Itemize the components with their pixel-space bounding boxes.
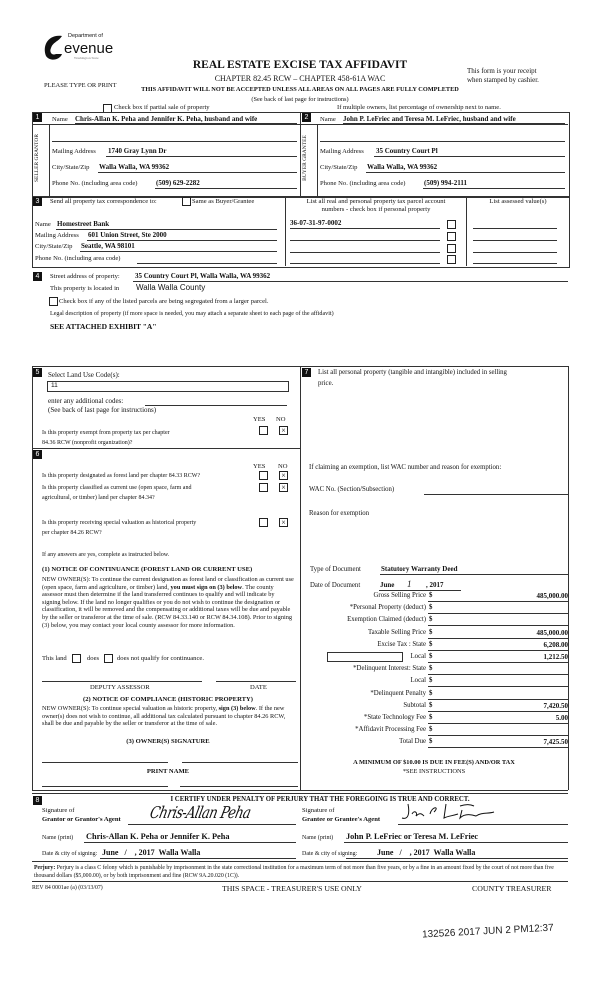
grantee-date-label: Date & city of signing:	[302, 851, 358, 857]
grantee-sig-label: Signature of	[302, 807, 335, 814]
currency-symbol: $	[429, 702, 433, 709]
buyer-mail[interactable]: 35 Country Court Pl	[376, 147, 438, 155]
current-use-question: Is this property classified as current use (open space, farm and	[42, 485, 192, 491]
currency-symbol: $	[429, 726, 433, 733]
does-qualify-checkbox[interactable]	[72, 654, 81, 663]
forest-no-checkbox[interactable]: ×	[279, 471, 288, 480]
tax-row-label: Gross Selling Price	[373, 592, 426, 599]
local-code-box[interactable]	[327, 652, 403, 662]
legal-description[interactable]: SEE ATTACHED EXHIBIT "A"	[50, 322, 157, 331]
tax-row-value[interactable]: 5.00	[555, 714, 568, 722]
treasurer-stamp: 132526 2017 JUN 2 PM12:37	[421, 922, 554, 941]
currency-symbol: $	[429, 641, 433, 648]
receipt-note-2: when stamped by cashier.	[467, 76, 539, 84]
parcel-number[interactable]: 36-07-31-97-0002	[290, 219, 342, 227]
street-label: Street address of property:	[50, 273, 120, 280]
currency-symbol: $	[429, 714, 433, 721]
assessor-date-label: DATE	[250, 684, 267, 691]
currency-symbol: $	[429, 604, 433, 611]
wac-input[interactable]	[424, 494, 568, 495]
section-2-badge: 2	[302, 113, 311, 122]
tax-row-value[interactable]: 6,208.00	[543, 641, 568, 649]
notice-continuance-text: NEW OWNER(S): To continue the current designation as forest land or classification as current use (open space, farm and agriculture, or timber) land, you must sign on (3) below. The county assessor must then determine if the land transferred continues to qualify and will indicate by signing below. If the land no longer qualifies or you do not wish to continue the designation or classification, it will be removed and the compensating or additional taxes will be due and payable by the seller or transferor at the time of sale. (RCW 84.33.140 or RCW 84.34.108). Prior to signing (3) below, you may contact your local county assessor for more information.	[42, 576, 294, 629]
tax-row-label: Local	[410, 653, 426, 660]
forest-yes-checkbox[interactable]	[259, 471, 268, 480]
tax-name[interactable]: Homestreet Bank	[57, 220, 110, 228]
please-print: PLEASE TYPE OR PRINT	[44, 82, 117, 89]
no-header: NO	[276, 416, 286, 423]
wac-label: WAC No. (Section/Subsection)	[309, 486, 395, 493]
grantee-signature[interactable]	[400, 800, 550, 824]
tax-row-label: *State Technology Fee	[363, 714, 426, 721]
buyer-side-label: BUYER GRANTEE	[302, 135, 308, 181]
logo-dept-text: Department of	[68, 33, 103, 39]
owner-signature-line[interactable]	[42, 762, 168, 763]
section-3-badge: 3	[33, 197, 42, 206]
does-not-label: does not qualify for continuance.	[117, 655, 204, 662]
seller-phone[interactable]: (509) 629-2282	[156, 179, 200, 187]
deputy-assessor-label: DEPUTY ASSESSOR	[90, 684, 150, 691]
historic-yes-checkbox[interactable]	[259, 518, 268, 527]
historic-question: Is this property receiving special valuation as historical property	[42, 520, 197, 526]
tax-city[interactable]: Seattle, WA 98101	[81, 242, 135, 250]
personal-property-checkbox[interactable]	[447, 220, 456, 229]
currency-symbol: $	[429, 592, 433, 599]
tax-row-value[interactable]: 485,000.00	[536, 629, 568, 637]
additional-codes-label: enter any additional codes:	[48, 397, 124, 405]
currency-symbol: $	[429, 738, 433, 745]
seller-name-label: Name	[52, 116, 68, 123]
notice-continuance-title: (1) NOTICE OF CONTINUANCE (FOREST LAND OR CURRENT USE)	[42, 566, 253, 573]
buyer-city-label: City/State/Zip	[320, 164, 358, 171]
tax-row-value[interactable]: 485,000.00	[536, 592, 568, 600]
does-not-qualify-checkbox[interactable]	[104, 654, 113, 663]
buyer-mail-label: Mailing Address	[320, 148, 364, 155]
grantor-name[interactable]: Chris-Allan K. Peha or Jennifer K. Peha	[86, 832, 230, 841]
yes-header: YES	[253, 463, 266, 470]
exempt-question-2: 84.36 RCW (nonprofit organization)?	[42, 440, 133, 446]
form-title: REAL ESTATE EXCISE TAX AFFIDAVIT	[192, 59, 408, 71]
personal-property-label: List all personal property (tangible and intangible) included in selling	[318, 369, 507, 376]
grantor-date-label: Date & city of signing:	[42, 851, 98, 857]
logo-tagline: Washington State	[74, 56, 99, 60]
current-use-question-2: agricultural, or timber) land per chapter 84.34?	[42, 495, 155, 501]
tax-row-label: Exemption Claimed (deduct)	[347, 616, 426, 623]
currency-symbol: $	[429, 690, 433, 697]
land-use-code: 11	[51, 382, 58, 389]
property-street[interactable]: 35 Country Court Pl, Walla Walla, WA 99362	[135, 272, 271, 280]
located-label: This property is located in	[50, 285, 120, 292]
form-warning: THIS AFFIDAVIT WILL NOT BE ACCEPTED UNLESS ALL AREAS ON ALL PAGES ARE FULLY COMPLETED	[141, 86, 459, 93]
currency-symbol: $	[429, 653, 433, 660]
tax-row-value[interactable]: 7,425.50	[543, 738, 568, 746]
tax-name-label: Name	[35, 221, 51, 228]
perjury-warning: Perjury: Perjury is a class C felony which is punishable by imprisonment in the state correctional institution for a maximum term of not more than five years, or by a fine in an amount fixed by the court of not more than five thousand dollars ($5,000.00), or by both imprisonment and fine (RCW 9A.20.020 (1C)).	[34, 865, 554, 879]
tax-row-label: *Delinquent Interest: State	[353, 665, 426, 672]
land-use-instructions: (See back of last page for instructions)	[48, 406, 157, 414]
no-header: NO	[278, 463, 288, 470]
parcel-header-1: List all real and personal property tax parcel account	[306, 198, 446, 205]
segregated-label: Check box if any of the listed parcels are being segregated from a larger parcel.	[59, 298, 269, 305]
doc-date-month[interactable]: June	[380, 581, 395, 589]
tax-row-value[interactable]: 1,212.50	[543, 653, 568, 661]
tax-mail-label: Mailing Address	[35, 232, 79, 239]
assessed-header: List assessed value(s)	[489, 198, 547, 205]
section-4-badge: 4	[33, 272, 42, 281]
currency-symbol: $	[429, 616, 433, 623]
if-yes-note: If any answers are yes, complete as instructed below.	[42, 552, 170, 558]
seller-mail[interactable]: 1740 Gray Lynn Dr	[108, 147, 167, 155]
notice-compliance-text: NEW OWNER(S): To continue special valuation as historic property, sign (3) below. If the new owner(s) does not wish to continue, all additional tax calculated pursuant to chapter 84.26 RCW, shall be due and payable by the seller or transferor at the time of sale.	[42, 705, 286, 728]
tax-row-label: Taxable Selling Price	[367, 629, 426, 636]
section-8-badge: 8	[33, 796, 42, 805]
exempt-no-checkbox[interactable]: ×	[279, 426, 288, 435]
yes-header: YES	[253, 416, 266, 423]
doc-date-label: Date of Document	[310, 582, 361, 589]
grantee-sig-label-2: Grantee or Grantee's Agent	[302, 816, 381, 823]
multiple-owners-note: If multiple owners, list percentage of ownership next to name.	[337, 104, 501, 111]
owner-signature-line[interactable]	[182, 762, 298, 763]
dor-logo	[40, 30, 120, 68]
see-instructions-note: *SEE INSTRUCTIONS	[402, 768, 466, 775]
buyer-name[interactable]: John P. LeFriec and Teresa M. LeFriec, husband and wife	[343, 115, 516, 123]
exempt-question: Is this property exempt from property tax per chapter	[42, 430, 170, 436]
see-back-note: (See back of last page for instructions)	[251, 96, 349, 103]
receipt-note-1: This form is your receipt	[467, 67, 537, 75]
grantee-date-city[interactable]: June / , 2017 Walla Walla	[377, 848, 476, 857]
grantor-sig-label: Signature of	[42, 807, 75, 814]
forest-question: Is this property designated as forest land per chapter 84.33 RCW?	[42, 473, 201, 479]
doc-type-label: Type of Document	[310, 566, 361, 573]
logo-name-text: evenue	[64, 40, 114, 57]
property-county[interactable]: Walla Walla County	[136, 283, 206, 292]
buyer-city[interactable]: Walla Walla, WA 99362	[367, 163, 438, 171]
personal-property-label-2: price.	[318, 380, 334, 387]
personal-property-checkbox[interactable]	[447, 244, 456, 253]
reason-label: Reason for exemption	[309, 510, 370, 517]
partial-sale-label: Check box if partial sale of property	[114, 104, 210, 111]
grantor-sig-label-2: Grantor or Grantor's Agent	[42, 816, 121, 823]
currency-symbol: $	[429, 665, 433, 672]
tax-row-label: Excise Tax : State	[377, 641, 426, 648]
same-as-buyer-checkbox[interactable]	[182, 197, 191, 206]
doc-type[interactable]: Statutory Warranty Deed	[381, 565, 458, 573]
tax-row-value[interactable]: 7,420.50	[543, 702, 568, 710]
grantor-name-label: Name (print)	[42, 835, 74, 841]
buyer-phone-label: Phone No. (including area code)	[320, 180, 406, 187]
form-chapter: CHAPTER 82.45 RCW – CHAPTER 458-61A WAC	[214, 74, 386, 83]
additional-codes-input[interactable]	[145, 405, 287, 406]
doc-date-day[interactable]: 1	[407, 579, 412, 589]
tax-row-label: Total Due	[399, 738, 426, 745]
section-7-badge: 7	[302, 368, 311, 377]
seller-city[interactable]: Walla Walla, WA 99362	[99, 163, 170, 171]
segregated-checkbox[interactable]	[49, 297, 58, 306]
minimum-due-note: A MINIMUM OF $10.00 IS DUE IN FEE(S) AND/OR TAX	[353, 759, 515, 766]
certify-statement: I CERTIFY UNDER PENALTY OF PERJURY THAT THE FOREGOING IS TRUE AND CORRECT.	[170, 796, 470, 803]
tax-row-label: *Personal Property (deduct)	[349, 604, 426, 611]
tax-city-label: City/State/Zip	[35, 243, 73, 250]
parcel-header-2: numbers - check box if personal property	[321, 206, 431, 213]
does-label: does	[87, 655, 100, 662]
historic-no-checkbox[interactable]: ×	[279, 518, 288, 527]
personal-property-checkbox[interactable]	[447, 232, 456, 241]
grantor-date-city[interactable]: June / , 2017 Walla Walla	[102, 848, 201, 857]
send-correspondence-label: Send all property tax correspondence to:	[50, 198, 157, 205]
seller-phone-label: Phone No. (including area code)	[52, 180, 138, 187]
form-revision: REV 84 0001ae (a) (03/13/07)	[32, 885, 103, 891]
current-use-no-checkbox[interactable]: ×	[279, 483, 288, 492]
tax-row-label: *Delinquent Penalty	[370, 690, 426, 697]
section-6-badge: 6	[33, 450, 42, 459]
print-name-label: PRINT NAME	[146, 768, 190, 775]
section-5-badge: 5	[33, 368, 42, 377]
legal-description-label: Legal description of property (if more space is needed, you may attach a separate sheet to each page of the affidavit)	[50, 311, 334, 317]
this-land-label: This land	[42, 655, 67, 662]
same-as-buyer-label: Same as Buyer/Grantee	[192, 198, 255, 205]
historic-question-2: per chapter 84.26 RCW?	[42, 530, 102, 536]
county-treasurer-label: COUNTY TREASURER	[472, 884, 552, 893]
currency-symbol: $	[429, 629, 433, 636]
tax-mail[interactable]: 601 Union Street, Ste 2000	[88, 231, 167, 239]
seller-city-label: City/State/Zip	[52, 164, 90, 171]
tax-phone-label: Phone No. (including area code)	[35, 255, 121, 262]
print-name-line[interactable]	[180, 786, 298, 787]
currency-symbol: $	[429, 677, 433, 684]
grantee-name[interactable]: John P. LeFriec or Teresa M. LeFriec	[346, 832, 479, 841]
section-1-badge: 1	[33, 113, 42, 122]
current-use-yes-checkbox[interactable]	[259, 483, 268, 492]
tax-row-label: Subtotal	[403, 702, 426, 709]
doc-date-year[interactable]: , 2017	[426, 581, 444, 589]
seller-mail-label: Mailing Address	[52, 148, 96, 155]
seller-side-label: SELLER GRANTOR	[34, 133, 40, 183]
buyer-name-label: Name	[320, 116, 336, 123]
grantee-name-label: Name (print)	[302, 835, 334, 841]
grantor-signature[interactable]: Chris-Allan Peha	[148, 804, 253, 823]
print-name-line[interactable]	[42, 786, 168, 787]
treasurer-use-label: THIS SPACE - TREASURER'S USE ONLY	[222, 884, 362, 893]
tax-row-label: *Affidavit Processing Fee	[355, 726, 426, 733]
notice-compliance-title: (2) NOTICE OF COMPLIANCE (HISTORIC PROPERTY)	[83, 696, 253, 703]
land-use-label: Select Land Use Code(s):	[48, 371, 120, 379]
seller-name[interactable]: Chris-Allan K. Peha and Jennifer K. Peha, husband and wife	[75, 115, 258, 123]
owner-signature-label: (3) OWNER(S) SIGNATURE	[126, 738, 210, 745]
buyer-phone[interactable]: (509) 994-2111	[424, 179, 467, 187]
tax-row-label: Local	[410, 677, 426, 684]
exempt-yes-checkbox[interactable]	[259, 426, 268, 435]
land-use-input[interactable]	[47, 381, 289, 392]
personal-property-checkbox[interactable]	[447, 255, 456, 264]
exemption-question: If claiming an exemption, list WAC number and reason for exemption:	[309, 464, 502, 471]
